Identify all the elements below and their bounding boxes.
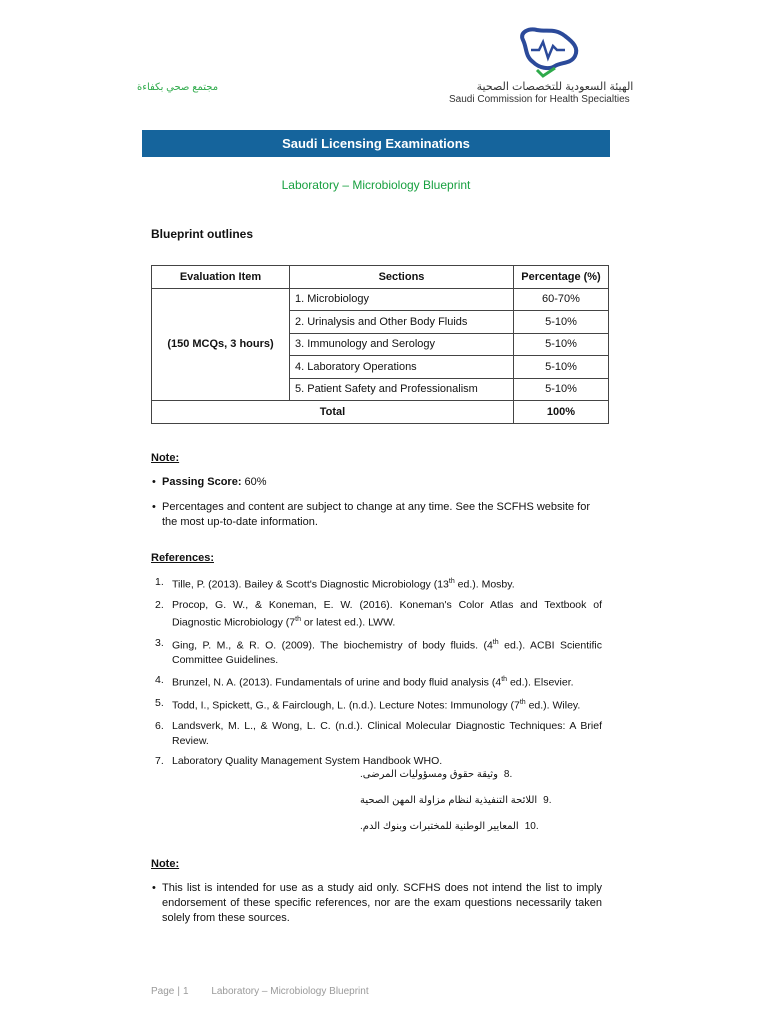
change-notice-text: Percentages and content are subject to change at any time. See the SCFHS website for the most up-to-date information. — [162, 501, 591, 528]
list-item — [360, 787, 591, 813]
arabic-ref-num: .8 — [503, 768, 513, 780]
arabic-ref-text: اللائحة التنفيذية لنظام مزاولة المهن الصحية — [360, 794, 538, 806]
arabic-ref-num: .10 — [524, 820, 539, 832]
bullet-icon: • — [152, 882, 156, 894]
study-aid-notice-item — [152, 881, 602, 926]
exam-banner: Saudi Licensing Examinations — [142, 130, 610, 157]
org-name-arabic: الهيئة السعودية للتخصصات الصحية — [476, 81, 634, 93]
arabic-ref-text: المعايير الوطنية للمختبرات وبنوك الدم. — [360, 820, 519, 832]
study-aid-notice-text: This list is intended for use as a study aid only. SCFHS does not intend the list to imply endorsement of these specific references, nor are the exam questions necessarily taken solely from these sources. — [162, 882, 602, 924]
list-item: 3. Ging, P. M., & R. O. (2009). The biochemistry of body fluids. (4th ed.). ACBI Scientific Committee Guidelines. — [155, 636, 602, 666]
blueprint-subtitle: Laboratory – Microbiology Blueprint — [281, 178, 471, 192]
arabic-references-list — [360, 761, 591, 839]
references-list — [155, 575, 602, 775]
page-footer — [151, 986, 369, 997]
passing-score-item — [152, 475, 602, 490]
section-cell: 1. Microbiology — [290, 288, 514, 311]
bullet-icon: • — [152, 501, 156, 513]
note-heading: Note: — [151, 452, 180, 464]
list-item: 6. Landsverk, M. L., & Wong, L. C. (n.d.). Clinical Molecular Diagnostic Techniques: A Brief Review. — [155, 720, 602, 747]
arabic-ref-text: وثيقة حقوق ومسؤوليات المرضى. — [360, 768, 498, 780]
list-item — [360, 813, 591, 839]
percentage-cell: 5-10% — [514, 378, 609, 401]
list-item: 4. Brunzel, N. A. (2013). Fundamentals of urine and body fluid analysis (4th ed.). Elsevier. — [155, 674, 574, 689]
total-label: Total — [152, 401, 514, 424]
list-item: 1. Tille, P. (2013). Bailey & Scott's Diagnostic Microbiology (13th ed.). Mosby. — [155, 576, 515, 591]
change-notice-item — [152, 500, 602, 530]
page-number: 1 — [182, 986, 189, 997]
col-header-sections: Sections — [290, 266, 514, 289]
percentage-cell: 60-70% — [514, 288, 609, 311]
percentage-cell: 5-10% — [514, 356, 609, 379]
eval-item-cell: (150 MCQs, 3 hours) — [152, 288, 290, 401]
arabic-ref-num: .9 — [543, 794, 552, 806]
total-row — [152, 401, 609, 424]
section-cell: 5. Patient Safety and Professionalism — [290, 378, 514, 401]
note2-heading: Note: — [151, 858, 180, 870]
blueprint-table — [151, 265, 609, 424]
section-cell: 2. Urinalysis and Other Body Fluids — [290, 311, 514, 334]
passing-score-label: Passing Score: — [162, 476, 242, 488]
page-label: Page — [151, 986, 175, 997]
percentage-cell: 5-10% — [514, 311, 609, 334]
list-item — [360, 761, 591, 787]
passing-score-value: 60% — [244, 476, 267, 488]
col-header-percentage: Percentage (%) — [514, 266, 609, 289]
list-item: 5. Todd, I., Spickett, G., & Fairclough, L. (n.d.). Lecture Notes: Immunology (7th ed.). Wiley. — [155, 697, 581, 712]
list-item: 2. Procop, G. W., & Koneman, E. W. (2016). Koneman's Color Atlas and Textbook of Diagnostic Microbiology (7th or latest ed.). LWW. — [155, 599, 602, 628]
col-header-eval: Evaluation Item — [152, 266, 290, 289]
section-cell: 3. Immunology and Serology — [290, 333, 514, 356]
outlines-heading: Blueprint outlines — [151, 227, 253, 241]
page-separator: | — [177, 986, 180, 997]
total-percentage: 100% — [514, 401, 609, 424]
list-item: 7. Laboratory Quality Management System Handbook WHO. — [155, 755, 443, 767]
scfhs-logo-icon — [515, 26, 585, 78]
table-row — [152, 288, 609, 311]
org-name-english: Saudi Commission for Health Specialties — [449, 94, 630, 105]
footer-doc-title: Laboratory – Microbiology Blueprint — [211, 986, 369, 997]
section-cell: 4. Laboratory Operations — [290, 356, 514, 379]
references-heading: References: — [151, 552, 214, 564]
tagline: مجتمع صحي بكفاءة — [137, 82, 219, 93]
bullet-icon: • — [152, 476, 156, 488]
percentage-cell: 5-10% — [514, 333, 609, 356]
